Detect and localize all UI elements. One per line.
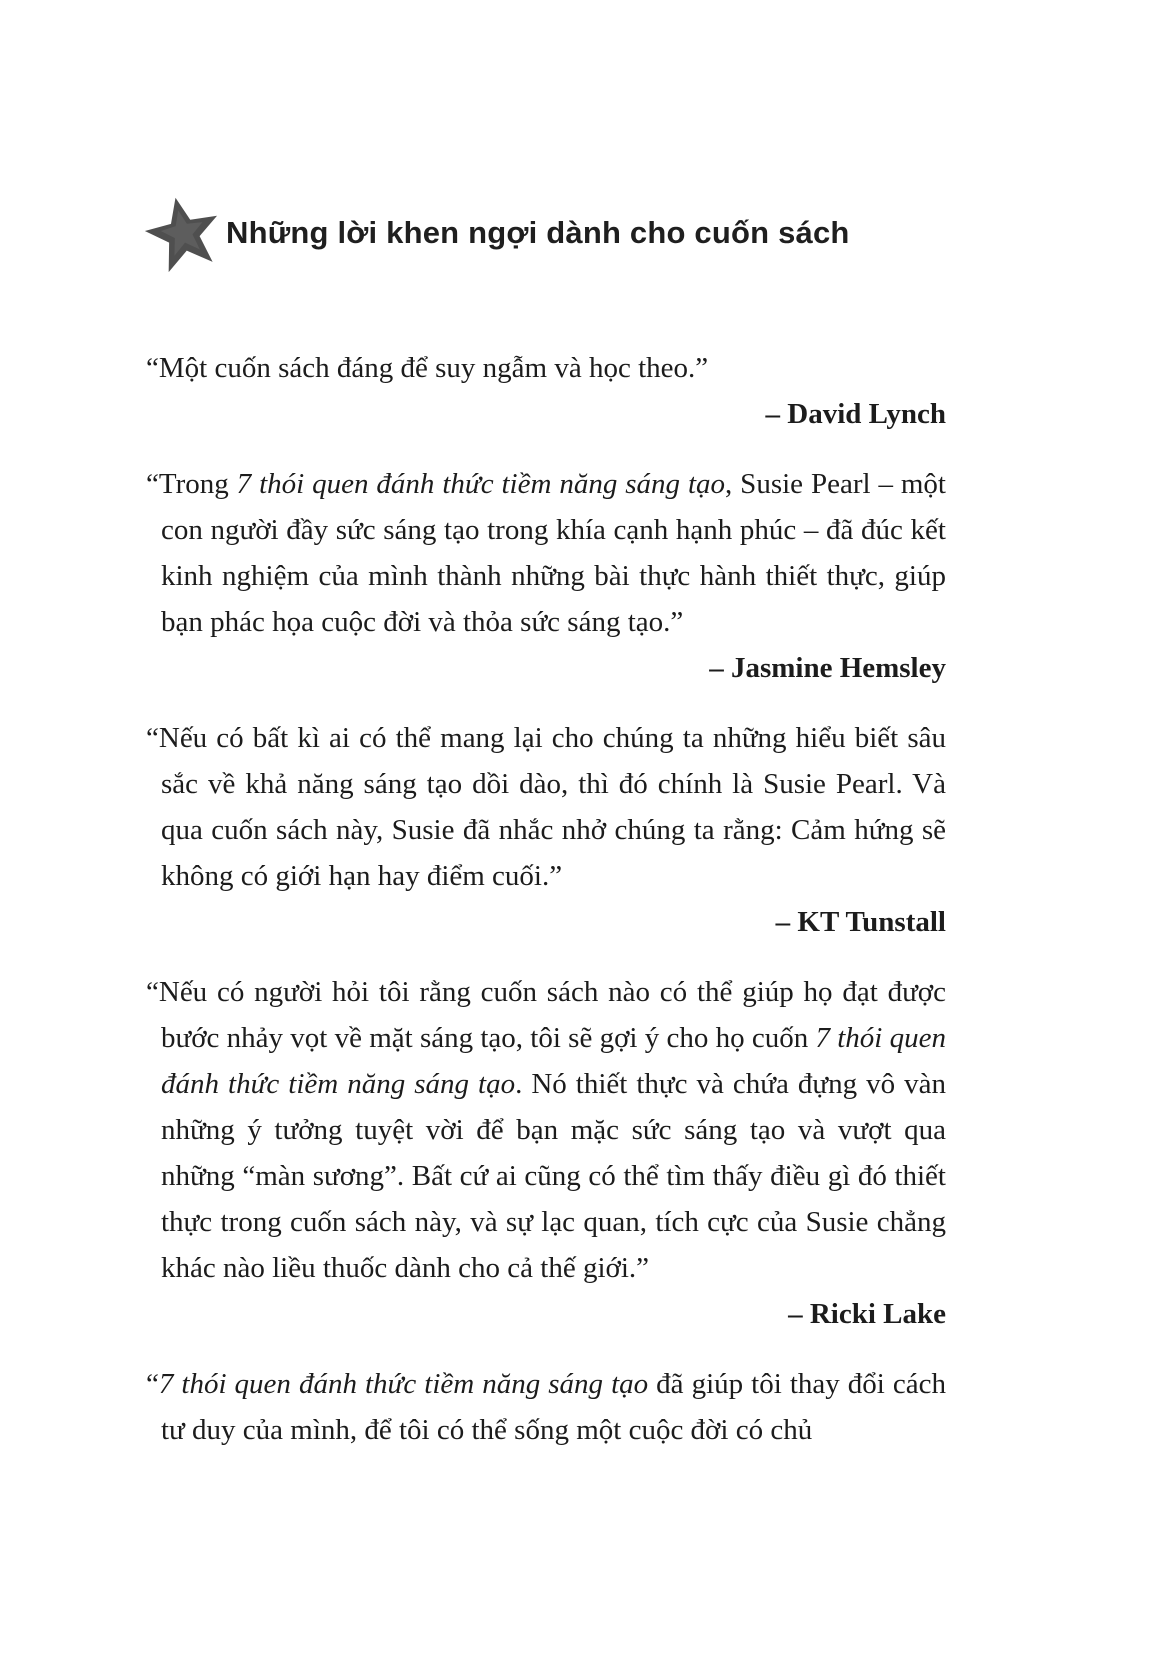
book-title-italic: 7 thói quen đánh thức tiềm năng sáng tạo	[161, 1022, 946, 1100]
page-title: Những lời khen ngợi dành cho cuốn sách	[226, 215, 850, 250]
praise-header	[146, 193, 946, 273]
quote-block	[146, 969, 946, 1337]
quote-block	[146, 345, 946, 437]
quote-text	[146, 715, 946, 899]
book-title-italic: 7 thói quen đánh thức tiềm năng sáng tạo	[236, 468, 726, 500]
quote-attribution: – Jasmine Hemsley	[709, 652, 946, 684]
quote-block	[146, 461, 946, 691]
quote-segment: . Nó thiết thực và chứa đựng vô vàn những ý tưởng tuyệt vời để bạn mặc sức sáng tạo và vượt qua những “màn sương”. Bất cứ ai cũng có thể tìm thấy điều gì đó thiết thực trong cuốn sách này, và sự lạc quan, tích cực của Susie chẳng khác nào liều thuốc dành cho cả thế giới.”	[161, 1068, 946, 1284]
quote-segment: “Nếu có bất kì ai có thể mang lại cho chúng ta những hiểu biết sâu sắc về khả năng sáng tạo dồi dào, thì đó chính là Susie Pearl. Và qua cuốn sách này, Susie đã nhắc nhở chúng ta rằng: Cảm hứng sẽ không có giới hạn hay điểm cuối.”	[146, 722, 946, 892]
book-title-italic: 7 thói quen đánh thức tiềm năng sáng tạo	[158, 1368, 649, 1400]
quote-segment: “	[146, 1368, 159, 1400]
quotes-list	[146, 345, 946, 1453]
quote-attribution: – David Lynch	[765, 398, 946, 430]
quote-block	[146, 715, 946, 945]
star-icon	[142, 192, 224, 274]
quote-text	[146, 1361, 946, 1453]
quote-segment: , Susie Pearl – một con người đầy sức sáng tạo trong khía cạnh hạnh phúc – đã đúc kết kinh nghiệm của mình thành những bài thực hành thiết thực, giúp bạn phác họa cuộc đời và thỏa sức sáng tạo.”	[161, 468, 946, 638]
quote-segment: “Trong	[146, 468, 237, 500]
quote-text	[146, 969, 946, 1291]
quote-text	[146, 461, 946, 645]
quote-attribution: – Ricki Lake	[788, 1298, 946, 1330]
quote-text	[146, 345, 946, 391]
quote-segment: “Nếu có người hỏi tôi rằng cuốn sách nào có thể giúp họ đạt được bước nhảy vọt về mặt sáng tạo, tôi sẽ gợi ý cho họ cuốn	[146, 976, 946, 1054]
quote-segment: đã giúp tôi thay đổi cách tư duy của mình, để tôi có thể sống một cuộc đời có chủ	[161, 1368, 946, 1446]
quote-segment: “Một cuốn sách đáng để suy ngẫm và học theo.”	[146, 352, 709, 384]
quote-attribution: – KT Tunstall	[775, 906, 946, 938]
quote-block	[146, 1361, 946, 1453]
